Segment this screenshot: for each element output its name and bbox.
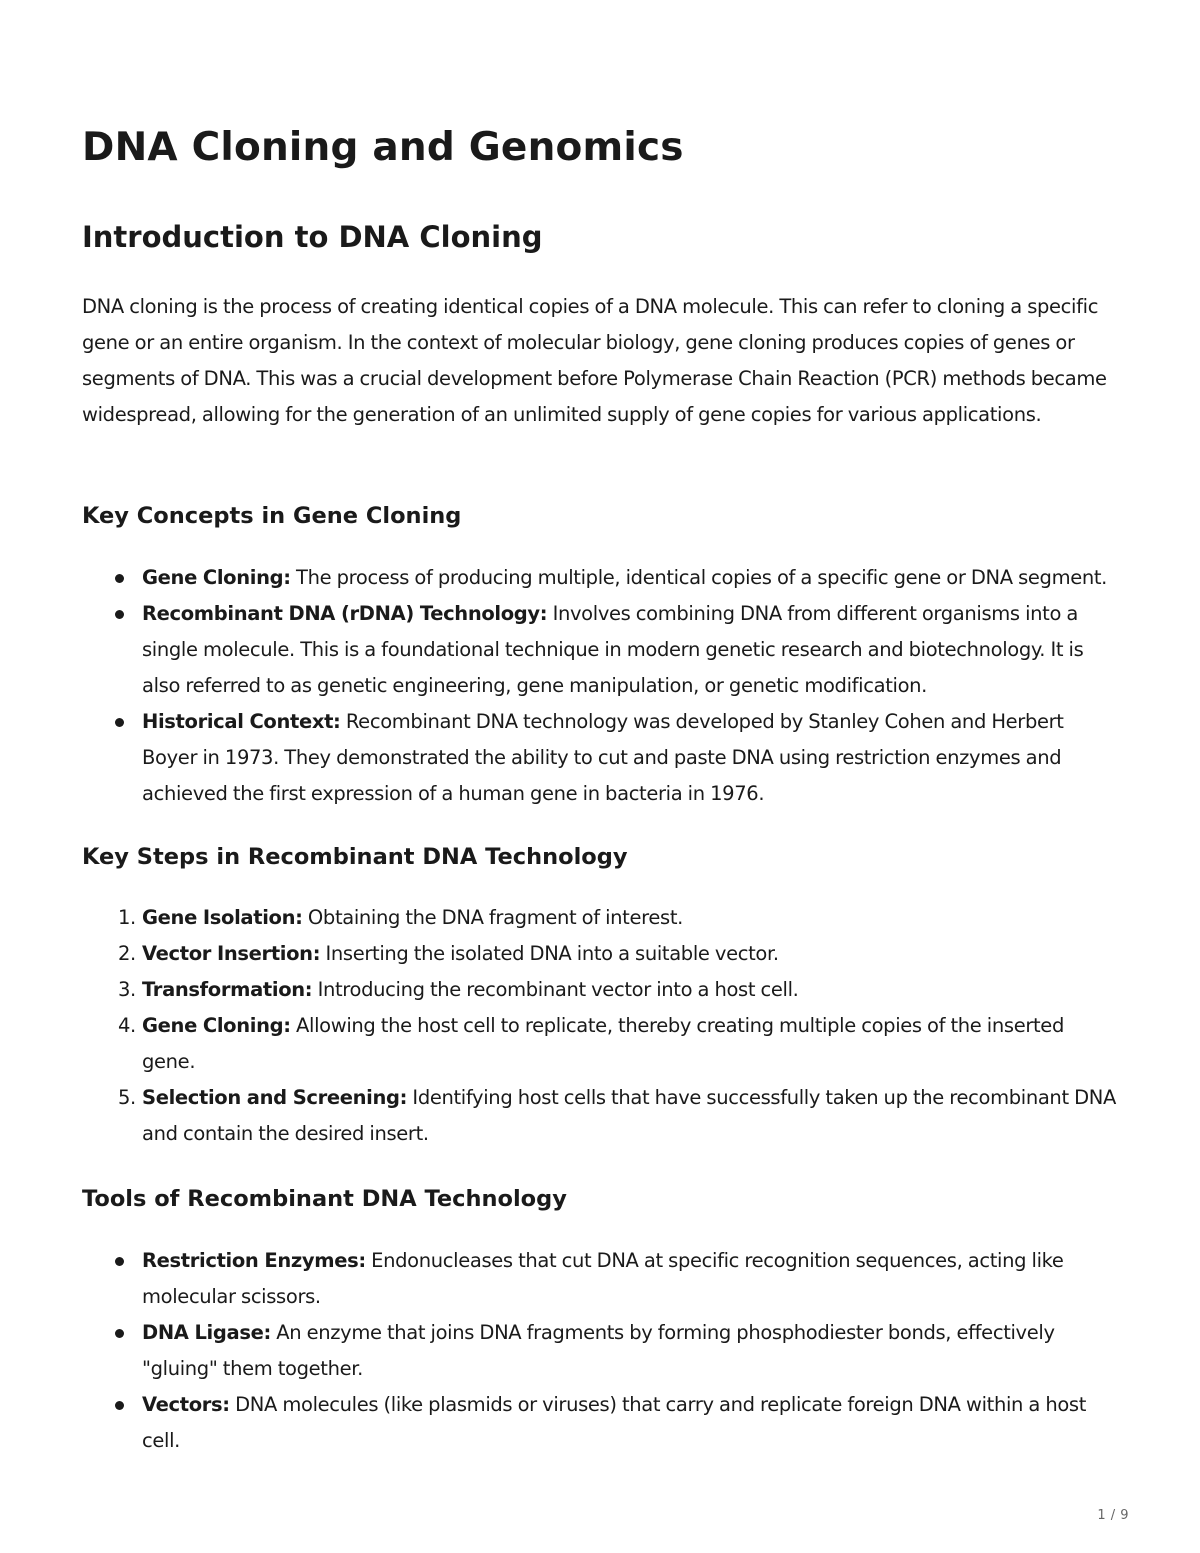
intro-paragraph: DNA cloning is the process of creating identical copies of a DNA molecule. This can refer to cloning a specific gene or an entire organism. In the context of molecular biology, gene cloning produces copies of genes or segments of DNA. This was a crucial development before Polymerase Chain Reaction (PCR) methods became widespread, allowing for the generation of an unlimited supply of gene copies for various applications. (82, 295, 1107, 426)
list-item-term: Transformation: (142, 978, 313, 1001)
list-item-term: Restriction Enzymes: (142, 1249, 366, 1272)
bullet-icon (115, 718, 124, 727)
list-item (82, 900, 1122, 936)
list-item (82, 1315, 1122, 1387)
list-item (82, 1080, 1122, 1152)
list-item-text: An enzyme that joins DNA fragments by forming phosphodiester bonds, effectively "gluing" them together. (142, 1321, 1055, 1380)
bullet-icon (115, 610, 124, 619)
key-concepts-list (82, 560, 1122, 812)
section-title: Introduction to DNA Cloning (82, 220, 543, 254)
list-item-text: Inserting the isolated DNA into a suitable vector. (320, 942, 779, 965)
list-item-text: Identifying host cells that have successfully taken up the recombinant DNA and contain the desired insert. (142, 1086, 1116, 1145)
key-steps-heading: Key Steps in Recombinant DNA Technology (82, 844, 628, 870)
bullet-icon (115, 1401, 124, 1410)
list-item-term: Gene Isolation: (142, 906, 303, 929)
list-item-number: 1. (118, 906, 136, 929)
list-item-term: Gene Cloning: (142, 566, 291, 589)
list-item-term: Selection and Screening: (142, 1086, 408, 1109)
list-item-term: Vectors: (142, 1393, 230, 1416)
list-item-number: 5. (118, 1086, 136, 1109)
list-item-number: 2. (118, 942, 136, 965)
tools-list (82, 1243, 1122, 1459)
list-item-term: Recombinant DNA (rDNA) Technology: (142, 602, 548, 625)
list-item-text: Recombinant DNA technology was developed by Stanley Cohen and Herbert Boyer in 1973. They demonstrated the ability to cut and paste DNA using restriction enzymes and achieved the first expression of a human gene in bacteria in 1976. (142, 710, 1064, 805)
key-steps-list (82, 900, 1122, 1152)
list-item-term: Vector Insertion: (142, 942, 321, 965)
document-title: DNA Cloning and Genomics (82, 125, 684, 170)
list-item-term: Gene Cloning: (142, 1014, 291, 1037)
list-item (82, 1243, 1122, 1315)
list-item-text: The process of producing multiple, identical copies of a specific gene or DNA segment. (290, 566, 1108, 589)
bullet-icon (115, 1257, 124, 1266)
list-item-text: Introducing the recombinant vector into a host cell. (312, 978, 799, 1001)
list-item-number: 4. (118, 1014, 136, 1037)
list-item (82, 560, 1122, 596)
tools-heading: Tools of Recombinant DNA Technology (82, 1186, 567, 1212)
list-item-term: Historical Context: (142, 710, 341, 733)
list-item-text: Allowing the host cell to replicate, thereby creating multiple copies of the inserted gene. (142, 1014, 1064, 1073)
list-item (82, 1008, 1122, 1080)
list-item (82, 936, 1122, 972)
page-indicator: 1 / 9 (1097, 1508, 1129, 1523)
bullet-icon (115, 1329, 124, 1338)
list-item (82, 972, 1122, 1008)
list-item-term: DNA Ligase: (142, 1321, 271, 1344)
list-item-text: DNA molecules (like plasmids or viruses) that carry and replicate foreign DNA within a host cell. (142, 1393, 1087, 1452)
list-item-text: Involves combining DNA from different organisms into a single molecule. This is a foundational technique in modern genetic research and biotechnology. It is also referred to as genetic engineering, gene manipulation, or genetic modification. (142, 602, 1084, 697)
list-item-number: 3. (118, 978, 136, 1001)
bullet-icon (115, 574, 124, 583)
list-item (82, 1387, 1122, 1459)
list-item-text: Endonucleases that cut DNA at specific recognition sequences, acting like molecular scissors. (142, 1249, 1064, 1308)
list-item (82, 704, 1122, 812)
list-item (82, 596, 1122, 704)
key-concepts-heading: Key Concepts in Gene Cloning (82, 503, 462, 529)
list-item-text: Obtaining the DNA fragment of interest. (302, 906, 683, 929)
